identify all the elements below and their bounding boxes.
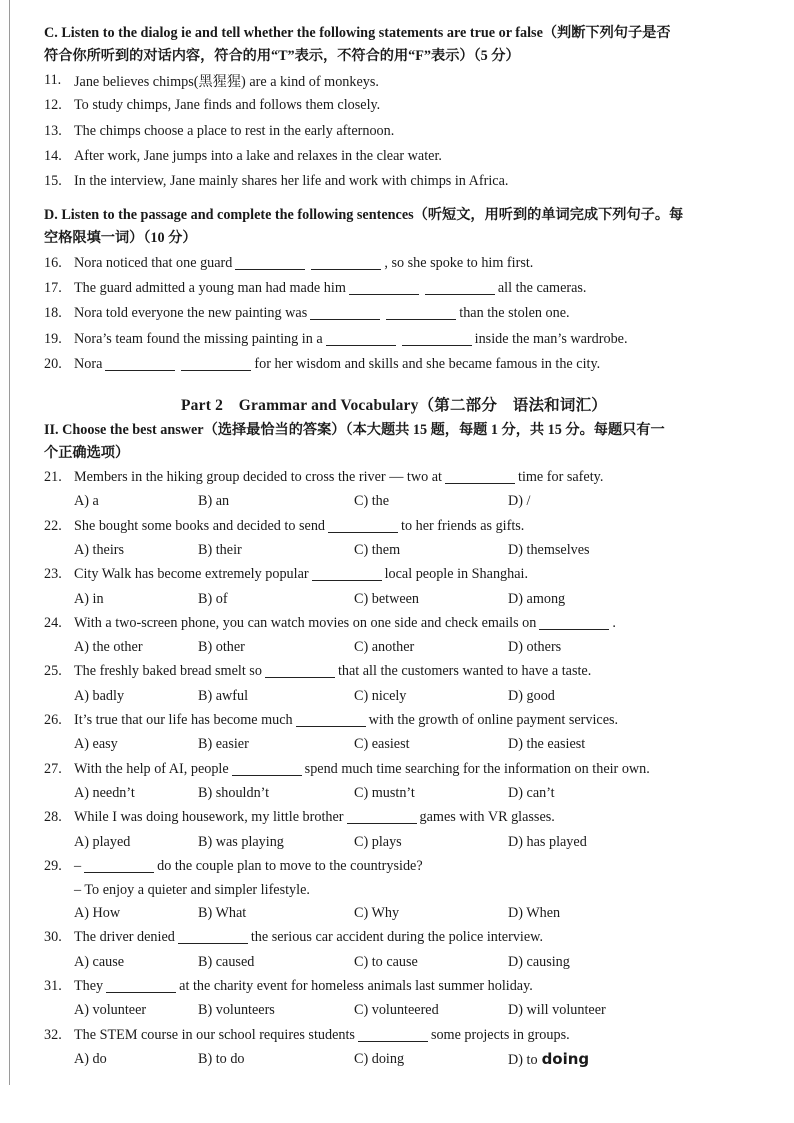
option-d[interactable]: D) themselves [508, 542, 590, 558]
option-d[interactable]: D) the easiest [508, 736, 586, 753]
answer-blank[interactable] [235, 257, 305, 270]
question-stem-after: do the couple plan to move to the countryside? [157, 857, 423, 874]
answer-blank[interactable] [312, 568, 382, 581]
answer-blank[interactable] [425, 282, 495, 295]
question-row [44, 562, 744, 587]
answer-blank[interactable] [358, 1029, 428, 1042]
list-item [44, 352, 744, 377]
option-a[interactable]: A) theirs [74, 542, 125, 558]
section-c-list [44, 68, 744, 194]
question-stem-after: with the growth of online payment services. [368, 712, 619, 729]
question-number: 28. [44, 809, 62, 826]
question-number: 29. [44, 857, 62, 874]
option-d[interactable]: D) good [508, 687, 555, 704]
option-c[interactable]: C) plays [354, 833, 402, 850]
question-stem-after: the serious car accident during the police interview. [250, 929, 544, 946]
option-d[interactable] [508, 1050, 658, 1069]
answer-blank[interactable] [347, 811, 417, 824]
sentence-after: all the cameras. [497, 279, 587, 296]
question-stem-after: to her friends as gifts. [401, 517, 525, 534]
answer-options [44, 951, 744, 974]
option-label: D) to [508, 1051, 538, 1068]
section-c-heading-line1: C. Listen to the dialog ie and tell whether the following statements are true or false（判断下列句子是否 [44, 25, 671, 41]
option-b[interactable]: B) easier [198, 736, 249, 753]
option-c[interactable]: C) Why [354, 905, 400, 922]
option-b[interactable]: B) of [198, 590, 228, 607]
question-row [44, 465, 744, 490]
question-stem-after: games with VR glasses. [419, 809, 555, 826]
option-a[interactable]: A) in [74, 590, 104, 607]
option-b[interactable]: B) to do [198, 1050, 245, 1067]
question-number: 23. [44, 566, 62, 583]
answer-blank[interactable] [311, 257, 381, 270]
question-row [44, 757, 744, 782]
question-number: 21. [44, 469, 62, 486]
option-b[interactable]: B) volunteers [198, 1002, 275, 1019]
answer-blank[interactable] [539, 617, 609, 630]
option-c[interactable]: C) mustn’t [354, 784, 415, 801]
option-a[interactable]: A) do [74, 1050, 107, 1067]
answer-options [44, 830, 744, 853]
section-d-heading-line1: D. Listen to the passage and complete the following sentences（听短文，用听到的单词完成下列句子。每 [44, 207, 684, 224]
answer-options [44, 636, 744, 659]
answer-blank[interactable] [349, 282, 419, 295]
question-stem-before: The driver denied [74, 929, 175, 946]
answer-blank[interactable] [106, 980, 176, 993]
question-number: 26. [44, 712, 62, 729]
question-number: 16. [44, 254, 62, 271]
statement-text: Jane believes chimps(黑猩猩) are a kind of monkeys. [74, 73, 379, 90]
sentence-after: than the stolen one. [459, 305, 570, 322]
question-stem-before: It’s true that our life has become much [74, 712, 293, 729]
sentence-after: inside the man’s wardrobe. [474, 330, 628, 347]
answer-options [44, 782, 744, 805]
answer-blank[interactable] [296, 714, 366, 727]
option-a[interactable]: A) volunteer [74, 1002, 147, 1019]
left-margin-line [9, 0, 10, 1085]
part-2-heading [44, 419, 744, 465]
statement-text: The chimps choose a place to rest in the early afternoon. [74, 122, 395, 139]
option-b[interactable]: B) shouldn’t [198, 784, 270, 801]
section-c-heading-line2: 符合你所听到的对话内容，符合的用“T”表示，不符合的用“F”表示）（5 分） [44, 48, 520, 64]
option-c[interactable]: C) doing [354, 1050, 405, 1067]
list-item [44, 144, 744, 169]
answer-blank[interactable] [402, 333, 472, 346]
option-d[interactable]: D) has played [508, 833, 587, 850]
option-d[interactable]: D) will volunteer [508, 1002, 606, 1019]
answer-blank[interactable] [310, 307, 380, 320]
question-number: 15. [44, 173, 62, 190]
question-stem-before: With a two-screen phone, you can watch movies on one side and check emails on [74, 614, 537, 631]
answer-options [44, 685, 744, 708]
question-stem-after: local people in Shanghai. [384, 566, 529, 583]
answer-blank[interactable] [181, 358, 251, 371]
question-stem-after: time for safety. [518, 469, 604, 486]
part-2-title: Part 2 Grammar and Vocabulary（第二部分 语法和词汇） [181, 396, 607, 414]
option-a[interactable]: A) a [74, 493, 99, 510]
question-number: 25. [44, 663, 62, 680]
option-c[interactable]: C) them [354, 542, 401, 558]
answer-blank[interactable] [445, 471, 515, 484]
option-a[interactable]: A) How [74, 905, 121, 922]
answer-options [44, 587, 744, 610]
answer-blank[interactable] [232, 763, 302, 776]
question-row [44, 1023, 744, 1048]
option-b[interactable]: B) an [198, 493, 230, 510]
option-c[interactable]: C) between [354, 590, 420, 607]
option-b[interactable]: B) their [198, 542, 242, 558]
option-a[interactable]: A) needn’t [74, 784, 135, 801]
question-row [44, 854, 744, 879]
question-stem-after: spend much time searching for the information on their own. [304, 760, 650, 777]
part-2-heading-line1: II. Choose the best answer（选择最恰当的答案）（本大题共 15 题，每题 1 分，共 15 分。每题只有一 [44, 421, 665, 438]
list-item [44, 301, 744, 326]
option-c[interactable]: C) to cause [354, 953, 418, 970]
statement-text: In the interview, Jane mainly shares her life and work with chimps in Africa. [74, 173, 509, 190]
sentence-before: Nora noticed that one guard [74, 254, 233, 271]
question-row [44, 805, 744, 830]
question-number: 32. [44, 1026, 62, 1043]
question-row [44, 925, 744, 950]
question-stem-before: The STEM course in our school requires students [74, 1026, 355, 1043]
answer-blank[interactable] [326, 333, 396, 346]
question-number: 11. [44, 72, 62, 89]
option-b[interactable]: B) awful [198, 687, 249, 704]
question-stem-before: They [74, 978, 104, 995]
answer-blank[interactable] [178, 931, 248, 944]
handwritten-note: doing [541, 1049, 590, 1068]
option-a[interactable]: A) easy [74, 736, 118, 753]
list-item [44, 119, 744, 144]
sentence-before: The guard admitted a young man had made him [74, 279, 346, 296]
question-stem-before: With the help of AI, people [74, 760, 229, 777]
section-d-heading-line2: 空格限填一词）（10 分） [44, 230, 197, 247]
option-d[interactable]: D) When [508, 905, 561, 922]
answer-blank[interactable] [84, 860, 154, 873]
section-d-heading [44, 204, 744, 250]
answer-options [44, 902, 744, 925]
sentence-after: , so she spoke to him first. [384, 254, 534, 271]
answer-options [44, 1048, 744, 1071]
option-c[interactable]: C) volunteered [354, 1002, 439, 1019]
option-c[interactable]: C) another [354, 639, 415, 656]
question-number: 30. [44, 929, 62, 946]
question-number: 27. [44, 760, 62, 777]
answer-blank[interactable] [105, 358, 175, 371]
answer-blank[interactable] [386, 307, 456, 320]
sentence-before: Nora [74, 355, 103, 372]
multiple-choice-list [44, 465, 744, 1071]
sentence-before: Nora’s team found the missing painting in a [74, 330, 323, 347]
question-number: 14. [44, 148, 62, 165]
question-row [44, 514, 744, 539]
list-item [44, 326, 744, 351]
section-c-heading [44, 22, 744, 68]
question-stem-before: Members in the hiking group decided to cross the river — two at [74, 469, 443, 486]
question-stem-before: She bought some books and decided to send [74, 517, 326, 534]
answer-options [44, 733, 744, 756]
question-number: 17. [44, 279, 62, 296]
option-c[interactable]: C) the [354, 493, 390, 510]
option-a[interactable]: A) the other [74, 639, 143, 656]
list-item [44, 276, 744, 301]
option-d[interactable]: D) causing [508, 953, 570, 970]
option-b[interactable]: B) other [198, 639, 245, 656]
option-a[interactable]: A) played [74, 833, 131, 850]
statement-text: After work, Jane jumps into a lake and relaxes in the clear water. [74, 148, 442, 165]
option-d[interactable]: D) can’t [508, 784, 555, 801]
option-b[interactable]: B) was playing [198, 833, 284, 850]
option-d[interactable]: D) / [508, 493, 531, 510]
option-d[interactable]: D) among [508, 590, 566, 607]
question-row [44, 611, 744, 636]
option-b[interactable]: B) What [198, 905, 247, 922]
question-number: 19. [44, 330, 62, 347]
part-2-heading-line2: 个正确选项） [44, 444, 130, 461]
question-stem-before: – [74, 857, 82, 874]
option-a[interactable]: A) cause [74, 953, 125, 970]
answer-blank[interactable] [265, 665, 335, 678]
question-number: 31. [44, 978, 62, 995]
question-number: 13. [44, 122, 62, 139]
question-stem-after: that all the customers wanted to have a taste. [337, 663, 592, 680]
question-stem-after: . [612, 614, 616, 631]
question-number: 22. [44, 517, 62, 534]
exam-page [44, 22, 744, 1071]
list-item [44, 250, 744, 275]
answer-options [44, 999, 744, 1022]
question-number: 24. [44, 614, 62, 631]
answer-blank[interactable] [328, 520, 398, 533]
sentence-after: for her wisdom and skills and she became famous in the city. [254, 355, 601, 372]
option-a[interactable]: A) badly [74, 687, 125, 704]
statement-text: To study chimps, Jane finds and follows them closely. [74, 97, 381, 114]
question-stem-after: at the charity event for homeless animals last summer holiday. [179, 978, 533, 995]
list-item [44, 169, 744, 194]
question-number: 18. [44, 305, 62, 322]
answer-options [44, 490, 744, 513]
option-c[interactable]: C) easiest [354, 736, 410, 753]
answer-options [44, 539, 744, 562]
option-c[interactable]: C) nicely [354, 687, 407, 704]
question-row [44, 974, 744, 999]
question-number: 12. [44, 97, 62, 114]
question-stem-before: The freshly baked bread smelt so [74, 663, 262, 680]
question-row [44, 708, 744, 733]
question-stem-before: City Walk has become extremely popular [74, 566, 309, 583]
sentence-before: Nora told everyone the new painting was [74, 305, 308, 322]
question-number: 20. [44, 355, 62, 372]
option-b[interactable]: B) caused [198, 953, 255, 970]
question-row [44, 659, 744, 684]
section-d-list [44, 250, 744, 376]
dialog-response-line: – To enjoy a quieter and simpler lifestyle. [74, 882, 310, 899]
question-stem-after: some projects in groups. [430, 1026, 570, 1043]
list-item [44, 68, 744, 93]
option-d[interactable]: D) others [508, 639, 562, 656]
question-stem-before: While I was doing housework, my little brother [74, 809, 344, 826]
list-item [44, 93, 744, 118]
